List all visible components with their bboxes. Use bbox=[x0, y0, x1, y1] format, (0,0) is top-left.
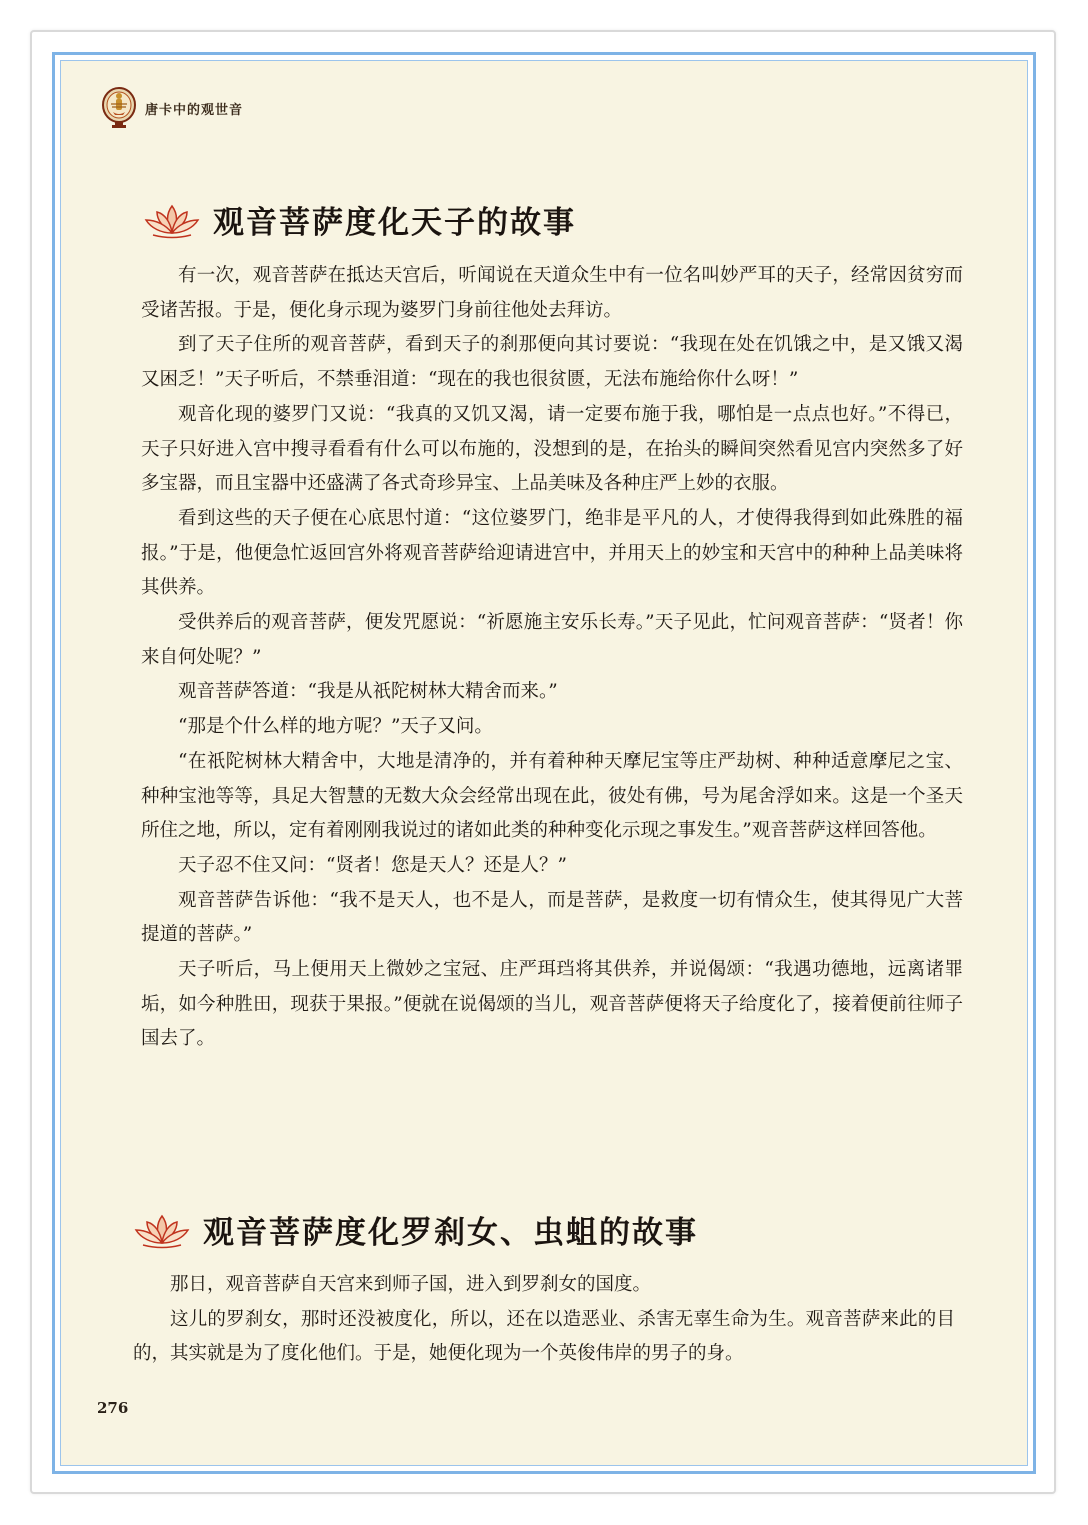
bodhisattva-medallion-icon bbox=[101, 86, 137, 130]
section-title-text-1: 观音菩萨度化天子的故事 bbox=[213, 205, 576, 241]
section-body-1 bbox=[141, 259, 963, 1057]
paragraph: “那是个什么样的地方呢？”天子又问。 bbox=[178, 716, 493, 738]
paragraph: 受供养后的观音菩萨，便发咒愿说：“祈愿施主安乐长寿。”天子见此，忙问观音菩萨：“贤者！你来自何处呢？” bbox=[141, 612, 963, 668]
paragraph: “在祇陀树林大精舍中，大地是清净的，并有着种种天摩尼宝等庄严劫树、种种适意摩尼之宝、种种宝池等等，具足大智慧的无数大众会经常出现在此，彼处有佛，号为尾舍浮如来。这是一个圣天所住之地，所以，定有着刚刚我说过的诸如此类的种种变化示现之事发生。”观音菩萨这样回答他。 bbox=[141, 750, 963, 842]
paragraph: 到了天子住所的观音菩萨，看到天子的刹那便向其讨要说：“我现在处在饥饿之中，是又饿又渴又困乏！”天子听后，不禁垂泪道：“现在的我也很贫匮，无法布施给你什么呀！” bbox=[141, 334, 963, 391]
page-number: 276 bbox=[97, 1399, 129, 1417]
paragraph: 那日，观音菩萨自天宫来到师子国，进入到罗刹女的国度。 bbox=[170, 1274, 652, 1295]
paragraph: 天子听后，马上便用天上微妙之宝冠、庄严珥珰将其供养，并说偈颂：“我遇功德地，远离诸罪垢，如今种胜田，现获于果报。”便就在说偈颂的当儿，观音菩萨便将天子给度化了，接着便前往师子国去了。 bbox=[141, 959, 963, 1050]
paragraph: 看到这些的天子便在心底思忖道：“这位婆罗门，绝非是平凡的人，才使得我得到如此殊胜的福报。”于是，他便急忙返回宫外将观音菩萨给迎请进宫中，并用天上的妙宝和天宫中的种种上品美味将其供养。 bbox=[141, 507, 963, 599]
running-header bbox=[101, 85, 243, 131]
lotus-icon bbox=[133, 1210, 191, 1250]
paragraph: 观音菩萨答道：“我是从祇陀树林大精舍而来。” bbox=[178, 681, 558, 703]
section-title-text-2: 观音菩萨度化罗刹女、虫蛆的故事 bbox=[203, 1215, 698, 1251]
section-title-1 bbox=[143, 197, 576, 242]
book-title: 唐卡中的观世音 bbox=[145, 102, 244, 118]
book-page bbox=[60, 60, 1028, 1466]
section-title-2 bbox=[133, 1207, 698, 1252]
lotus-icon bbox=[143, 200, 201, 240]
section-body-2 bbox=[133, 1268, 955, 1372]
paragraph: 天子忍不住又问：“贤者！您是天人？还是人？” bbox=[178, 854, 567, 876]
paragraph: 有一次，观音菩萨在抵达天宫后，听闻说在天道众生中有一位名叫妙严耳的天子，经常因贫穷而受诸苦报。于是，便化身示现为婆罗门身前往他处去拜访。 bbox=[141, 265, 963, 321]
paragraph: 这儿的罗刹女，那时还没被度化，所以，还在以造恶业、杀害无辜生命为生。观音菩萨来此的目的，其实就是为了度化他们。于是，她便化现为一个英俊伟岸的男子的身。 bbox=[133, 1308, 955, 1365]
paragraph: 观音菩萨告诉他：“我不是天人，也不是人，而是菩萨，是救度一切有情众生，使其得见广大菩提道的菩萨。” bbox=[141, 889, 963, 946]
paragraph: 观音化现的婆罗门又说：“我真的又饥又渴，请一定要布施于我，哪怕是一点点也好。”不得已，天子只好进入宫中搜寻看看有什么可以布施的，没想到的是，在抬头的瞬间突然看见宫内突然多了好多宝器，而且宝器中还盛满了各式奇珍异宝、上品美味及各种庄严上妙的衣服。 bbox=[141, 403, 963, 495]
